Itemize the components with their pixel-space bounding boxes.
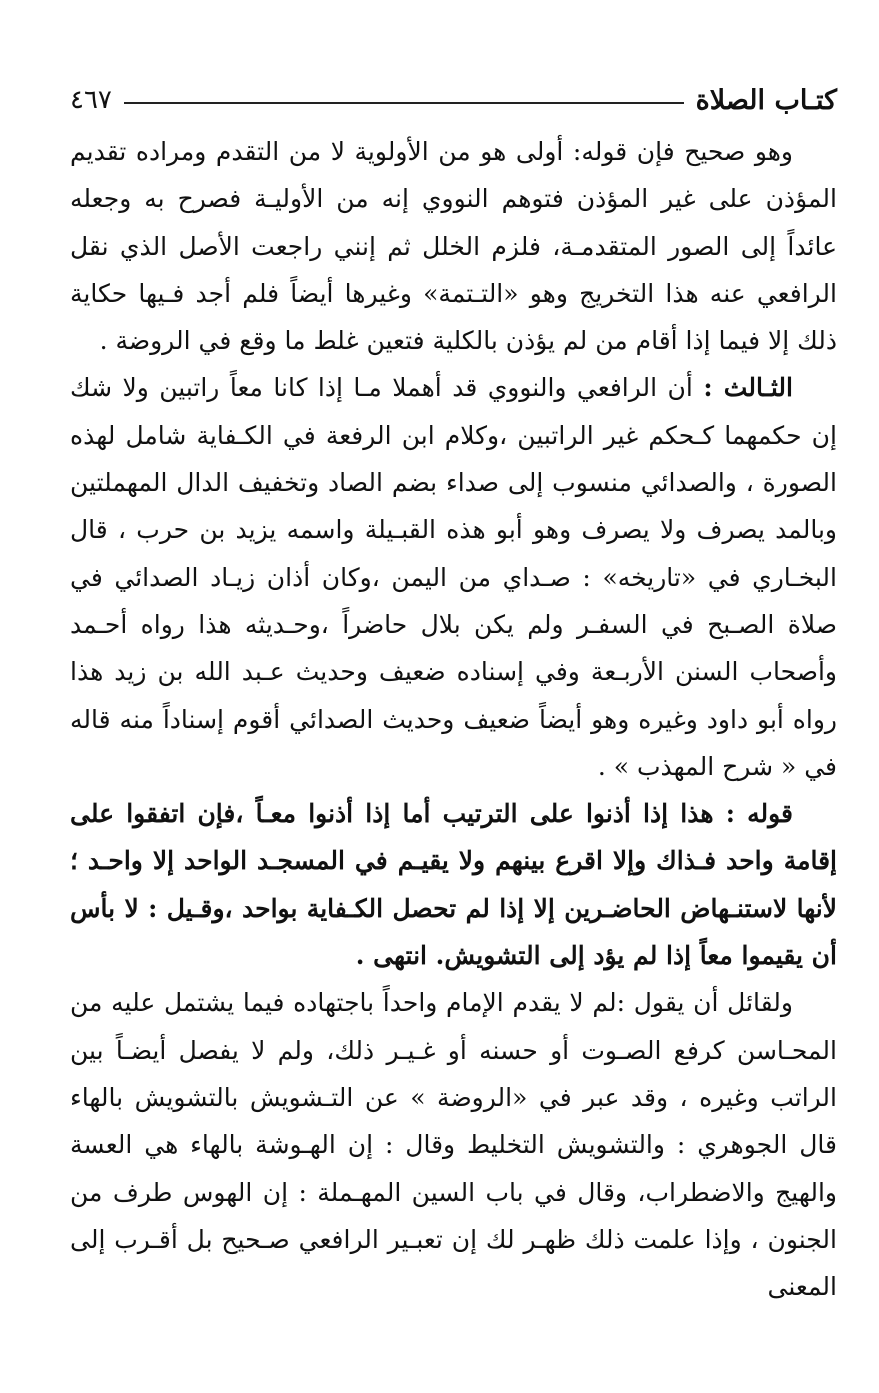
paragraph-1: وهو صحيح فإن قوله: أولى هو من الأولوية لا من التقدم ومراده تقديم المؤذن على غير المؤذن فتوهم النووي إنه من الأوليـة فصرح به وجعله عائداً إلى الصور المتقدمـة، فلزم الخلل ثم إنني راجعت الأصل الذي نقل الرافعي عنه هذا التخريج وهو «التـتمة» وغيرها أيضاً فلم أجد فـيها حكاية ذلك إلا فيما إذا أقام من لم يؤذن بالكلية فتعين غلط ما وقع في الروضة . [70, 137, 837, 356]
paragraph-4: ولقائل أن يقول :لم لا يقدم الإمام واحداً باجتهاده فيما يشتمل عليه من المحـاسن كرفع الصـوت أو حسنه أو غـيـر ذلك، ولم لا يفصل أيضـاً بين الراتب وغيره ، وقد عبر في «الروضة » عن التـشويش بالتشويش بالهاء قال الجوهري : والتشويش التخليط وقال : إن الهـوشة بالهاء هي العسة والهيج والاضطراب، وقال في باب السين المهـملة : إن الهوس طرف من الجنون ، وإذا علمت ذلك ظهـر لك إن تعبـير الرافعي صـحيح بل أقـرب إلى المعنى [70, 988, 837, 1302]
running-title: كتـاب الصلاة [695, 84, 837, 116]
section-term: الثـالث : [703, 373, 793, 403]
paragraph-2 [70, 364, 837, 790]
paragraph-2-text: أن الرافعي والنووي قد أهملا مـا إذا كانا معاً راتبين ولا شك إن حكمهما كـحكم غير الراتبين ،وكلام ابن الرفعة في الكـفاية شامل لهذه الصورة ، والصدائي منسوب إلى صداء بضم الصاد وتخفيف الدال المهملتين وبالمد يصرف ولا يصرف وهو أبو هذه القبـيلة واسمه يزيد بن حرب ، قال البخـاري في «تاريخه» : صـداي من اليمن ،وكان أذان زيـاد الصدائي في صلاة الصـبح في السفـر ولم يكن بلال حاضراً ،وحـديثه هذا رواه أحـمد وأصحاب السنن الأربـعة وفي إسناده ضعيف وحديث عـبد الله بن زيد هذا رواه أبو داود وغيره وهو أيضاً ضعيف وحديث الصدائي أقوم إسناداً منه قاله في « شرح المهذب » . [70, 373, 837, 781]
quoted-paragraph: قوله : هذا إذا أذنوا على الترتيب أما إذا أذنوا معـاً ،فإن اتفقوا على إقامة واحد فـذاك وإلا اقرع بينهم ولا يقيـم في المسجـد الواحد إلا واحـد ؛ لأنها لاستنـهاض الحاضـرين إلا إذا لم تحصل الكـفاية بواحد ،وقـيل : لا بأس أن يقيموا معاً إذا لم يؤد إلى التشويش. انتهى . [70, 799, 837, 971]
page-number: ٤٦٧ [70, 85, 112, 115]
running-header [70, 78, 837, 122]
header-rule [124, 102, 684, 104]
